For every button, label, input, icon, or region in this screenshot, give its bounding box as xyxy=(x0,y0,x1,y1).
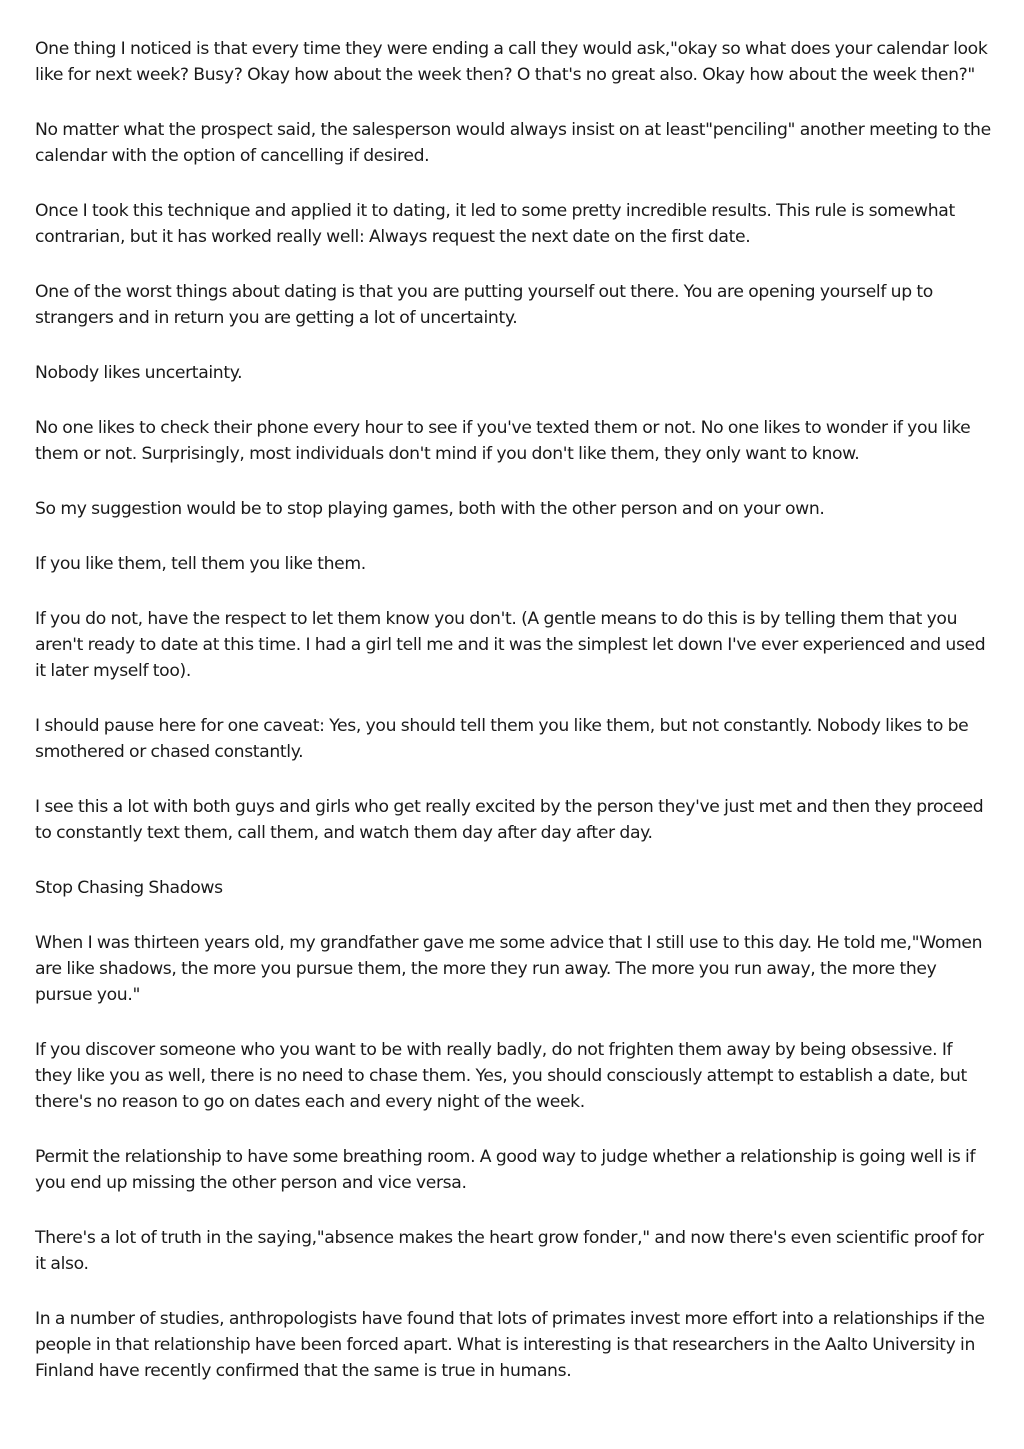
paragraph: One of the worst things about dating is that you are putting yourself out there. You are opening yourself up to strangers and in return you are getting a lot of uncertainty. xyxy=(35,282,933,328)
section-heading: Stop Chasing Shadows xyxy=(35,878,223,898)
paragraph: I see this a lot with both guys and girls who get really excited by the person they've just met and then they proceed to constantly text them, call them, and watch them day after day after day. xyxy=(35,797,984,843)
paragraph: Nobody likes uncertainty. xyxy=(35,363,243,383)
paragraph: I should pause here for one caveat: Yes, you should tell them you like them, but not constantly. Nobody likes to be smothered or chased constantly. xyxy=(35,716,969,762)
paragraph: If you do not, have the respect to let them know you don't. (A gentle means to do this is by telling them that you aren't ready to date at this time. I had a girl tell me and it was the simplest let down I've ever experienced and used it later myself too). xyxy=(35,609,986,681)
paragraph: Once I took this technique and applied it to dating, it led to some pretty incredible results. This rule is somewhat contrarian, but it has worked really well: Always request the next date on the first date. xyxy=(35,201,955,247)
paragraph: If you discover someone who you want to be with really badly, do not frighten them away by being obsessive. If they like you as well, there is no need to chase them. Yes, you should consciously attempt to establish a date, but there's no reason to go on dates each and every night of the week. xyxy=(35,1040,967,1112)
paragraph: So my suggestion would be to stop playing games, both with the other person and on your own. xyxy=(35,499,825,519)
paragraph: Permit the relationship to have some breathing room. A good way to judge whether a relationship is going well is if you end up missing the other person and vice versa. xyxy=(35,1147,976,1193)
paragraph: One thing I noticed is that every time they were ending a call they would ask,"okay so what does your calendar look like for next week? Busy? Okay how about the week then? O that's no great also. Okay how about the week then?" xyxy=(35,39,988,85)
paragraph: If you like them, tell them you like them. xyxy=(35,554,366,574)
paragraph: When I was thirteen years old, my grandfather gave me some advice that I still use to this day. He told me,"Women are like shadows, the more you pursue them, the more they run away. The more you run away, the more they pursue you." xyxy=(35,933,983,1005)
document-body xyxy=(35,36,993,1413)
paragraph: In a number of studies, anthropologists have found that lots of primates invest more effort into a relationships if the people in that relationship have been forced apart. What is interesting is that researchers in the Aalto University in Finland have recently confirmed that the same is true in humans. xyxy=(35,1309,985,1381)
paragraph: No one likes to check their phone every hour to see if you've texted them or not. No one likes to wonder if you like them or not. Surprisingly, most individuals don't mind if you don't like them, they only want to know. xyxy=(35,418,971,464)
paragraph: No matter what the prospect said, the salesperson would always insist on at least"penciling" another meeting to the calendar with the option of cancelling if desired. xyxy=(35,120,991,166)
paragraph: There's a lot of truth in the saying,"absence makes the heart grow fonder," and now there's even scientific proof for it also. xyxy=(35,1228,984,1274)
